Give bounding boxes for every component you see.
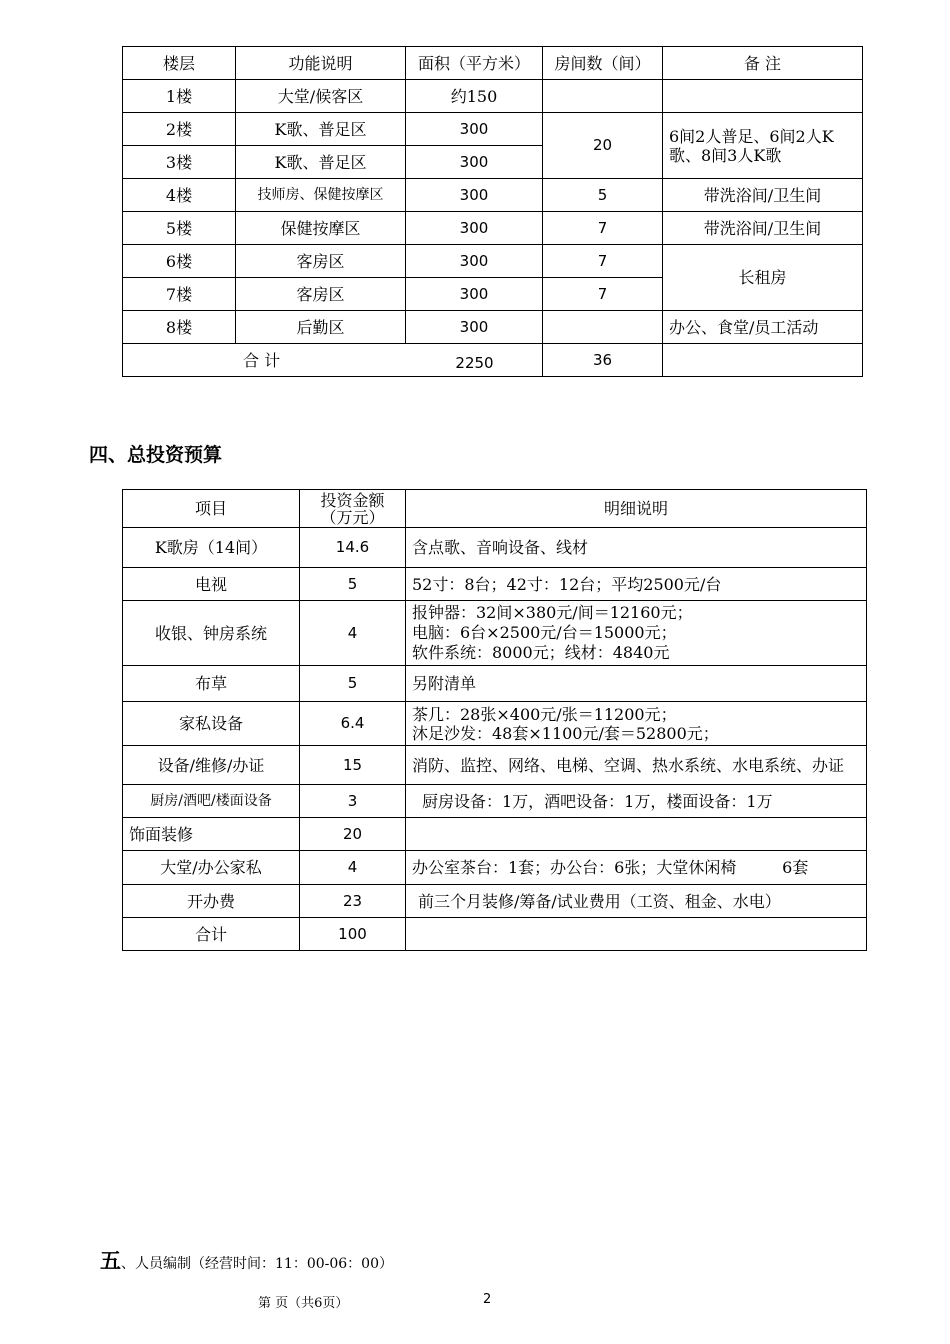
table-row: [123, 785, 867, 818]
function-cell: 客房区: [236, 245, 406, 278]
section-title: 、人员编制（经营时间：11：00-06：00）: [121, 1256, 393, 1272]
item-cell: 厨房/酒吧/楼面设备: [123, 785, 300, 818]
note-cell: 办公、食堂/员工活动: [663, 311, 863, 344]
detail-cell: 茶几：28张×400元/张＝11200元； 沐足沙发：48套×1100元/套＝52800元；: [406, 702, 867, 746]
area-cell: 约150: [406, 80, 543, 113]
function-cell: 后勤区: [236, 311, 406, 344]
table-row: [123, 746, 867, 785]
rooms-cell: 7: [543, 278, 663, 311]
item-cell: 合计: [123, 918, 300, 951]
area-cell: 300: [406, 245, 543, 278]
table-row: [123, 568, 867, 601]
header-rooms: 房间数（间）: [543, 47, 663, 80]
function-cell: 保健按摩区: [236, 212, 406, 245]
total-note: [663, 344, 863, 377]
page-footer-label: 第 页（共6页）: [258, 1296, 349, 1311]
detail-cell: 消防、监控、网络、电梯、空调、热水系统、水电系统、办证: [406, 746, 867, 785]
header-amount: 投资金额（万元）: [300, 490, 406, 528]
function-cell: K歌、普足区: [236, 146, 406, 179]
amount-cell: 5: [300, 568, 406, 601]
total-rooms: 36: [543, 344, 663, 377]
section-heading: 四、总投资预算: [89, 444, 223, 466]
floor-cell: 7楼: [123, 278, 236, 311]
table-row: [123, 212, 863, 245]
table-row: [123, 601, 867, 666]
table-row: [123, 311, 863, 344]
item-cell: 收银、钟房系统: [123, 601, 300, 666]
floor-function-table: [122, 46, 863, 377]
function-cell: K歌、普足区: [236, 113, 406, 146]
page-number: 2: [483, 1292, 492, 1307]
floor-cell: 5楼: [123, 212, 236, 245]
amount-cell: 23: [300, 885, 406, 918]
rooms-cell-merged: 20: [543, 113, 663, 179]
header-function: 功能说明: [236, 47, 406, 80]
rooms-cell: 7: [543, 245, 663, 278]
section-number: 五: [100, 1248, 121, 1273]
header-detail: 明细说明: [406, 490, 867, 528]
item-cell: 饰面装修: [123, 818, 300, 851]
note-cell: [663, 80, 863, 113]
detail-cell: [406, 918, 867, 951]
section-heading: [100, 1245, 393, 1275]
item-cell: 设备/维修/办证: [123, 746, 300, 785]
area-cell: 300: [406, 146, 543, 179]
table-row: [123, 818, 867, 851]
rooms-cell: 5: [543, 179, 663, 212]
amount-cell: 4: [300, 601, 406, 666]
table-header-row: [123, 490, 867, 528]
table-row: [123, 702, 867, 746]
area-cell: 300: [406, 212, 543, 245]
note-cell-merged: 长租房: [663, 245, 863, 311]
detail-cell: 报钟器：32间×380元/间＝12160元； 电脑：6台×2500元/台＝15000元； 软件系统：8000元；线材：4840元: [406, 601, 867, 666]
function-cell: 客房区: [236, 278, 406, 311]
detail-cell: 含点歌、音响设备、线材: [406, 528, 867, 568]
detail-cell: [406, 818, 867, 851]
header-item: 项目: [123, 490, 300, 528]
amount-cell: 3: [300, 785, 406, 818]
area-cell: 300: [406, 113, 543, 146]
function-cell: 技师房、保健按摩区: [236, 179, 406, 212]
table-total-row: [123, 918, 867, 951]
table-header-row: [123, 47, 863, 80]
table-row: [123, 666, 867, 702]
table-row: [123, 885, 867, 918]
item-cell: 电视: [123, 568, 300, 601]
amount-cell: 5: [300, 666, 406, 702]
detail-cell: 办公室茶台：1套；办公台：6张；大堂休闲椅 6套: [406, 851, 867, 885]
floor-cell: 6楼: [123, 245, 236, 278]
function-cell: 大堂/候客区: [236, 80, 406, 113]
table-row: [123, 245, 863, 278]
amount-cell: 20: [300, 818, 406, 851]
amount-cell: 100: [300, 918, 406, 951]
note-cell: 带洗浴间/卫生间: [663, 212, 863, 245]
amount-cell: 15: [300, 746, 406, 785]
rooms-cell: [543, 311, 663, 344]
detail-cell: 厨房设备：1万，酒吧设备：1万，楼面设备：1万: [406, 785, 867, 818]
area-cell: 300: [406, 311, 543, 344]
total-area: 2250: [455, 354, 494, 372]
header-area: 面积（平方米）: [406, 47, 543, 80]
area-cell: 300: [406, 179, 543, 212]
table-row: [123, 80, 863, 113]
floor-cell: 4楼: [123, 179, 236, 212]
floor-cell: 2楼: [123, 113, 236, 146]
amount-cell: 4: [300, 851, 406, 885]
note-cell-merged: 6间2人普足、6间2人K歌、8间3人K歌: [663, 113, 863, 179]
area-cell: 300: [406, 278, 543, 311]
item-cell: 布草: [123, 666, 300, 702]
total-label: 合 计: [123, 344, 543, 377]
detail-cell: 52寸：8台；42寸：12台；平均2500元/台: [406, 568, 867, 601]
table-row: [123, 851, 867, 885]
rooms-cell: [543, 80, 663, 113]
floor-cell: 1楼: [123, 80, 236, 113]
table-row: [123, 113, 863, 146]
note-cell: 带洗浴间/卫生间: [663, 179, 863, 212]
header-floor: 楼层: [123, 47, 236, 80]
item-cell: 大堂/办公家私: [123, 851, 300, 885]
detail-cell: 前三个月装修/筹备/试业费用（工资、租金、水电）: [406, 885, 867, 918]
detail-cell: 另附清单: [406, 666, 867, 702]
amount-cell: 14.6: [300, 528, 406, 568]
floor-cell: 8楼: [123, 311, 236, 344]
rooms-cell: 7: [543, 212, 663, 245]
header-note: 备 注: [663, 47, 863, 80]
table-row: [123, 528, 867, 568]
item-cell: 开办费: [123, 885, 300, 918]
floor-cell: 3楼: [123, 146, 236, 179]
amount-cell: 6.4: [300, 702, 406, 746]
item-cell: K歌房（14间）: [123, 528, 300, 568]
investment-budget-table: [122, 489, 867, 951]
table-row: [123, 179, 863, 212]
item-cell: 家私设备: [123, 702, 300, 746]
